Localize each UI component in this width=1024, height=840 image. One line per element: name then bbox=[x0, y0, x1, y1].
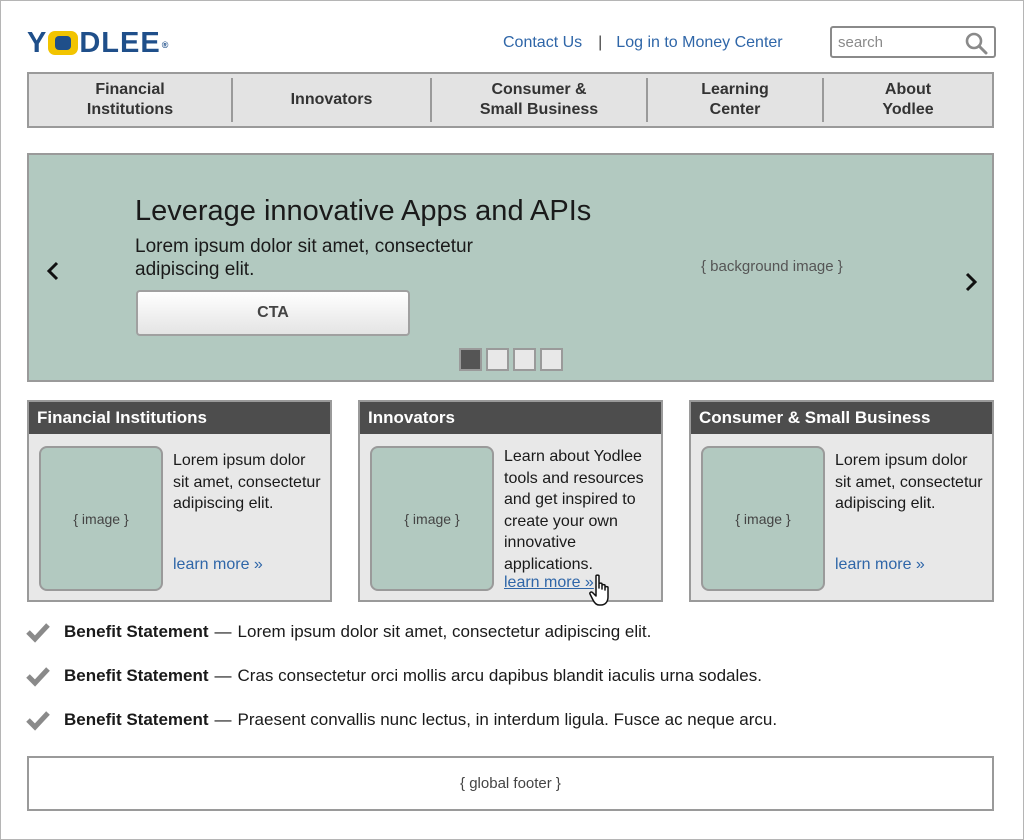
hero-title: Leverage innovative Apps and APIs bbox=[135, 195, 592, 227]
footer-label: { global footer } bbox=[460, 775, 561, 792]
logo-wordmark: Y DLEE ® bbox=[27, 27, 170, 59]
nav-label: Innovators bbox=[290, 91, 373, 108]
card-image-placeholder: { image } bbox=[39, 446, 163, 591]
card-consumer-small-business bbox=[689, 400, 994, 602]
carousel-dot-2[interactable] bbox=[486, 348, 509, 371]
search-box bbox=[830, 26, 996, 58]
carousel-dot-1[interactable] bbox=[459, 348, 482, 371]
card-image-placeholder: { image } bbox=[701, 446, 825, 591]
card-title: Innovators bbox=[360, 402, 661, 434]
card-financial-institutions bbox=[27, 400, 332, 602]
hero-subtitle: Lorem ipsum dolor sit amet, consectetur adipiscing elit. bbox=[135, 236, 473, 280]
hand-cursor-icon bbox=[589, 574, 613, 608]
carousel-dot-3[interactable] bbox=[513, 348, 536, 371]
chevron-right-icon[interactable] bbox=[964, 271, 978, 293]
carousel-dot-4[interactable] bbox=[540, 348, 563, 371]
link-separator: | bbox=[598, 34, 603, 51]
nav-label: About Yodlee bbox=[882, 81, 934, 118]
yodlee-logo[interactable] bbox=[27, 28, 169, 58]
nav-financial-institutions[interactable] bbox=[29, 78, 233, 122]
card-title: Financial Institutions bbox=[29, 402, 330, 434]
benefit-text: Cras consectetur orci mollis arcu dapibus blandit iaculis urna sodales. bbox=[237, 666, 762, 685]
main-nav bbox=[27, 72, 994, 128]
learn-more-link[interactable]: learn more » bbox=[835, 556, 925, 573]
check-icon bbox=[25, 709, 51, 731]
nav-about-yodlee[interactable] bbox=[824, 78, 992, 122]
benefit-title: Benefit Statement bbox=[64, 710, 209, 729]
nav-label: Financial Institutions bbox=[86, 81, 174, 118]
contact-us-link[interactable]: Contact Us bbox=[503, 34, 583, 51]
benefit-item bbox=[25, 620, 651, 644]
utility-links bbox=[503, 33, 783, 53]
benefit-dash: — bbox=[214, 622, 232, 641]
benefit-dash: — bbox=[214, 666, 232, 685]
search-icon[interactable] bbox=[964, 31, 988, 55]
card-text: Lorem ipsum dolor sit amet, consectetur adipiscing elit. bbox=[173, 452, 321, 512]
nav-label: Learning Center bbox=[701, 81, 769, 118]
background-image-placeholder: { background image } bbox=[701, 258, 843, 275]
logo-o-mark bbox=[48, 31, 78, 55]
check-icon bbox=[25, 621, 51, 643]
benefit-item bbox=[25, 708, 777, 732]
login-money-center-link[interactable]: Log in to Money Center bbox=[616, 34, 783, 51]
chevron-left-icon[interactable] bbox=[46, 260, 60, 282]
check-icon bbox=[25, 665, 51, 687]
learn-more-link[interactable]: learn more » bbox=[504, 574, 594, 591]
card-text: Learn about Yodlee tools and resources and get inspired to create your own innovative applications. bbox=[504, 448, 644, 573]
carousel-pagination bbox=[459, 348, 567, 371]
nav-label: Consumer & Small Business bbox=[479, 81, 599, 118]
nav-innovators[interactable] bbox=[233, 78, 432, 122]
learn-more-link[interactable]: learn more » bbox=[173, 556, 263, 573]
card-innovators bbox=[358, 400, 663, 602]
card-text: Lorem ipsum dolor sit amet, consectetur adipiscing elit. bbox=[835, 452, 983, 512]
nav-learning-center[interactable] bbox=[648, 78, 824, 122]
hero-carousel bbox=[27, 153, 994, 382]
benefit-title: Benefit Statement bbox=[64, 622, 209, 641]
search-input[interactable] bbox=[838, 28, 958, 56]
benefit-dash: — bbox=[214, 710, 232, 729]
global-footer bbox=[27, 756, 994, 811]
card-image-placeholder: { image } bbox=[370, 446, 494, 591]
card-title: Consumer & Small Business bbox=[691, 402, 992, 434]
benefit-title: Benefit Statement bbox=[64, 666, 209, 685]
benefit-item bbox=[25, 664, 762, 688]
benefit-text: Lorem ipsum dolor sit amet, consectetur adipiscing elit. bbox=[237, 622, 652, 641]
cta-button[interactable]: CTA bbox=[136, 290, 410, 336]
benefit-text: Praesent convallis nunc lectus, in interdum ligula. Fusce ac neque arcu. bbox=[237, 710, 778, 729]
nav-consumer-small-business[interactable] bbox=[432, 78, 648, 122]
